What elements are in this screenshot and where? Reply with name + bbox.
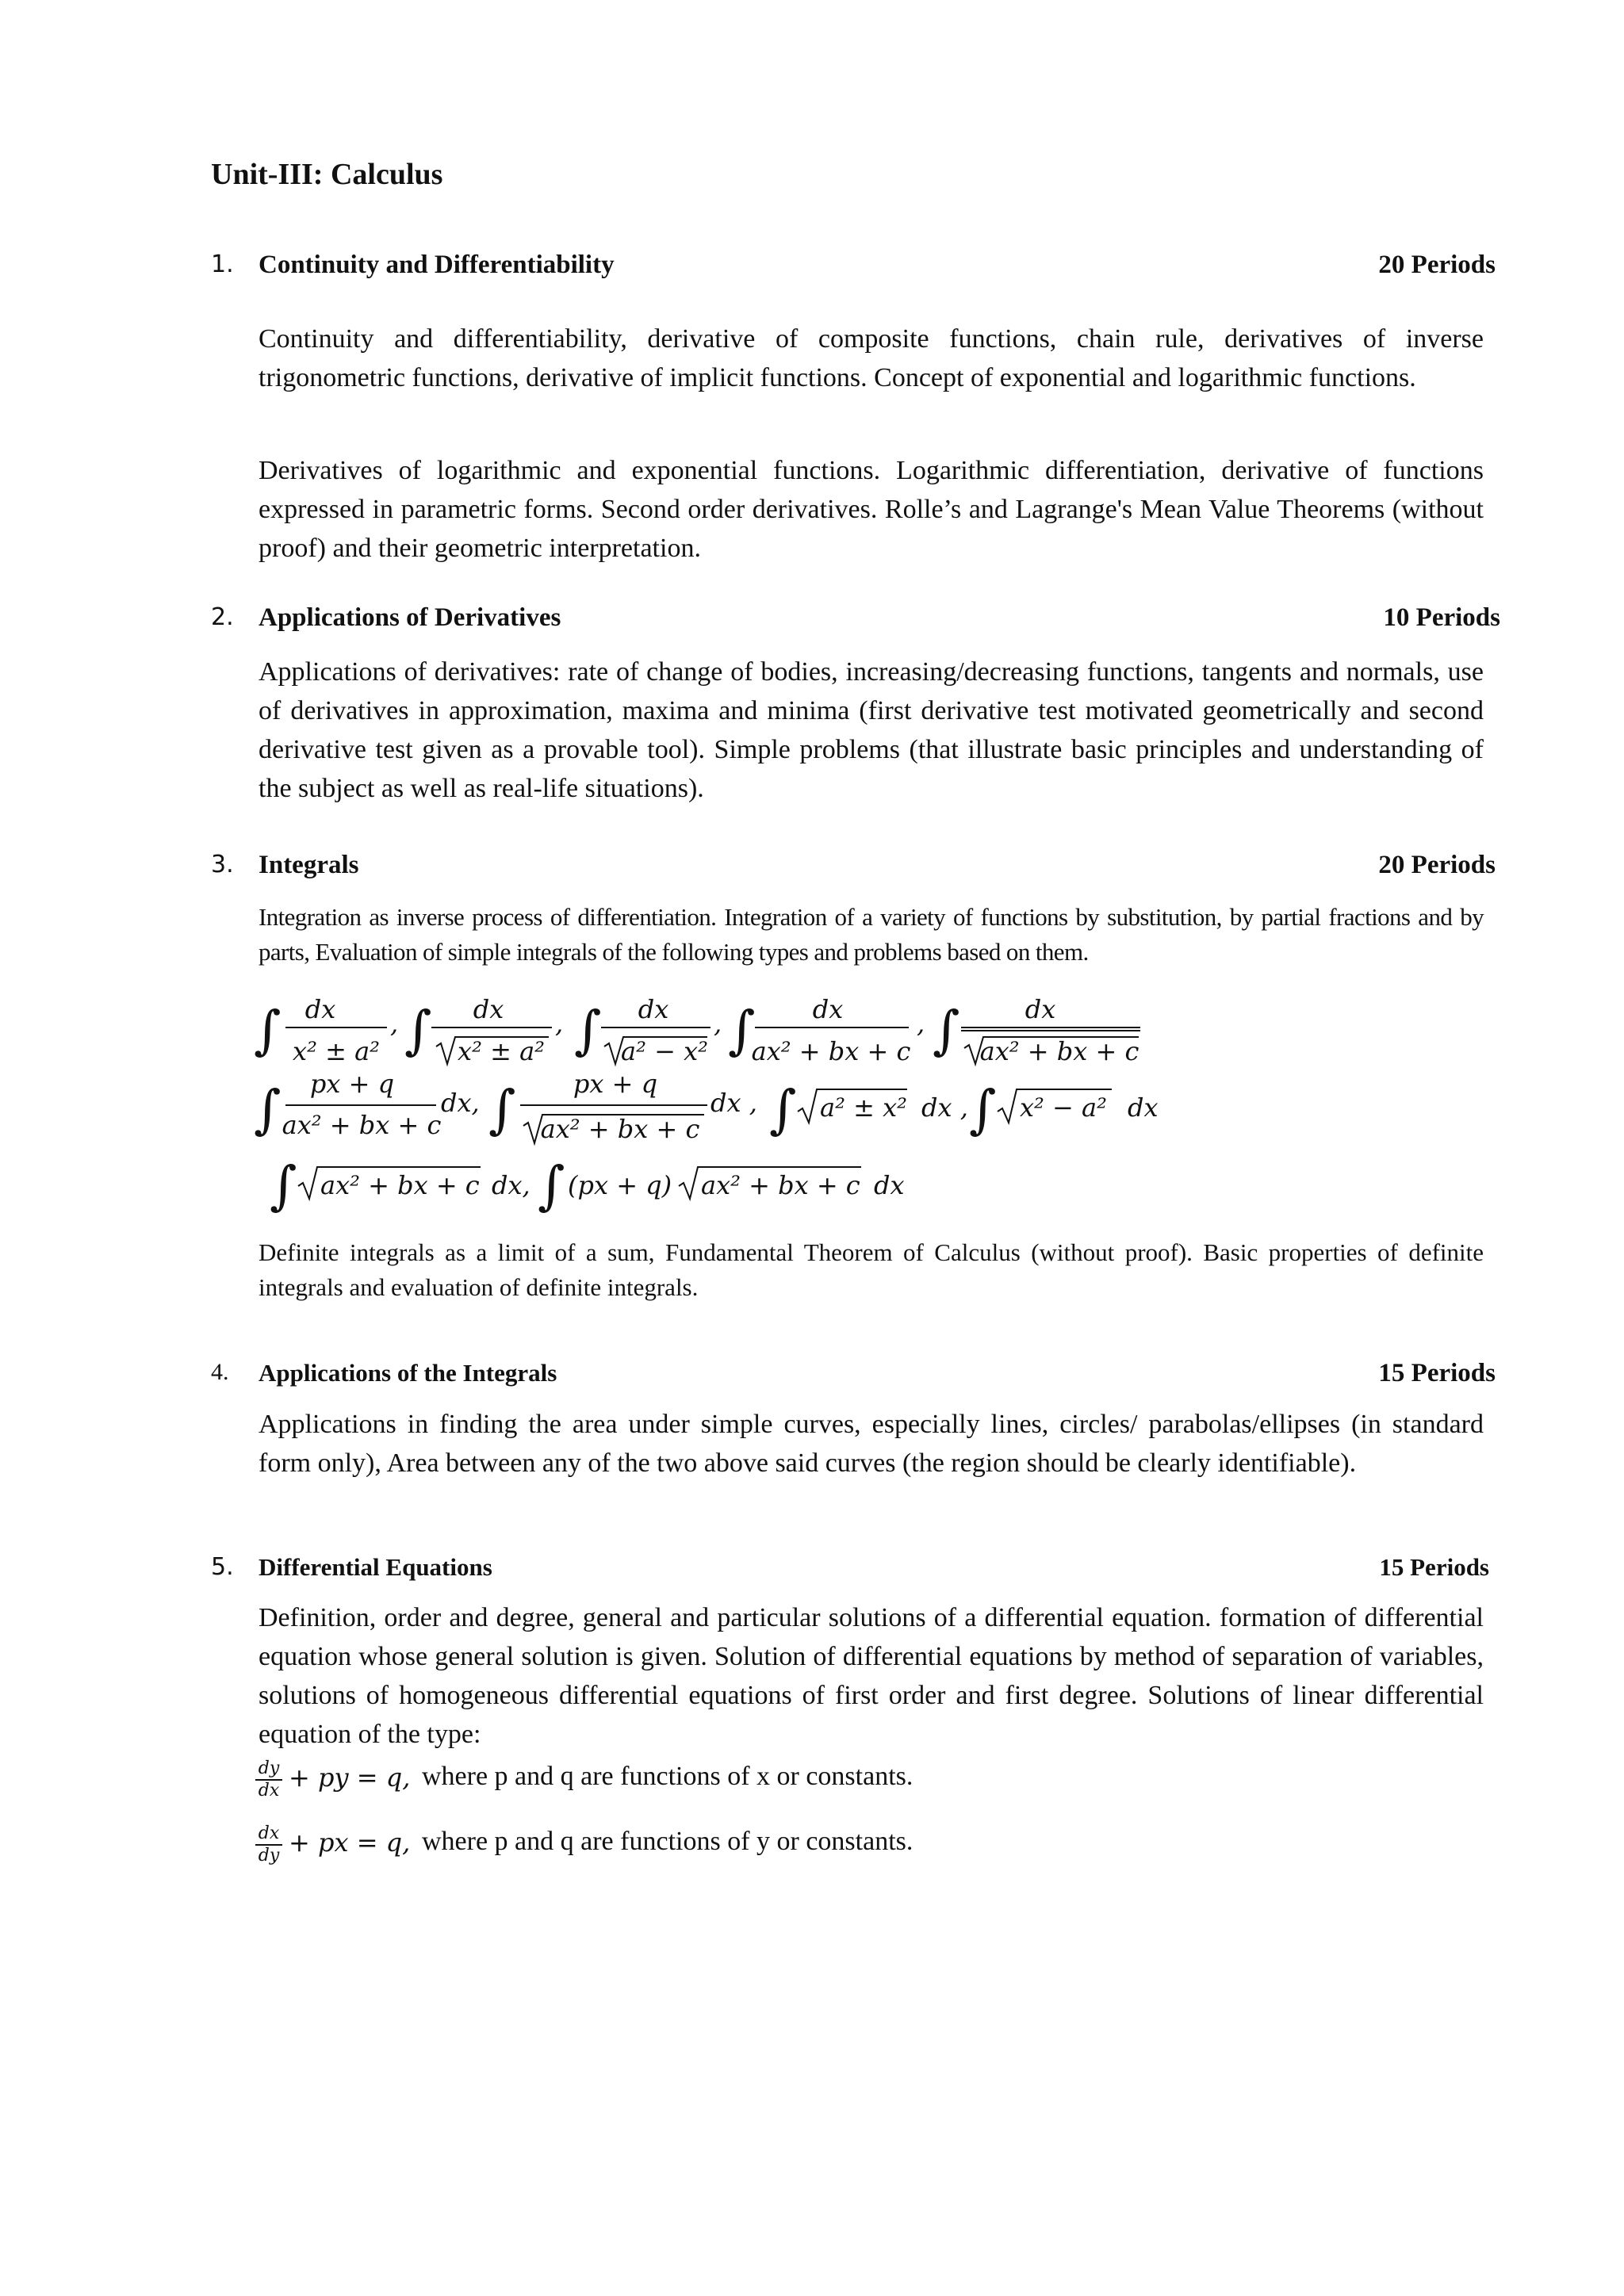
section-4-paragraph-1: Applications in finding the area under simple curves, especially lines, circles/ parabolas/ellipses (in standard form only), Area between any of the two above said curves (the region should be clearly identifiable). — [259, 1410, 1484, 1478]
fraction-denominator: dx — [258, 1781, 280, 1800]
linear-equation-1 — [255, 1758, 1445, 1806]
radicand: x² − a² — [1020, 1093, 1107, 1123]
section-3-paragraph-2: Definite integrals as a limit of a sum, Fundamental Theorem of Calculus (without proof). Basic properties of definite integrals and evaluation of definite integrals. — [259, 1238, 1484, 1301]
section-title: Applications of Derivatives — [259, 603, 561, 632]
dx-comma: dx, — [441, 1088, 480, 1118]
section-3-header — [211, 851, 1496, 890]
dx: dx — [874, 1170, 905, 1200]
equation-rest: + px = q, — [289, 1827, 411, 1858]
integral-sign: ∫ — [254, 1079, 282, 1140]
unit-title: Unit-III: Calculus — [211, 158, 443, 191]
section-number: 1. — [211, 251, 234, 278]
integral-denominator: ax² + bx + c — [979, 1036, 1139, 1066]
equation-rest: + py = q, — [289, 1762, 411, 1793]
comma: , — [917, 1008, 925, 1039]
integral-numerator: dx — [638, 994, 669, 1024]
integral-denominator: a² − x² — [621, 1036, 708, 1066]
comma: , — [390, 1008, 399, 1039]
integral-denominator: ax² + bx + c — [540, 1114, 700, 1144]
integral-sign: ∫ — [728, 1000, 756, 1061]
equation-description: where p and q are functions of y or constants. — [422, 1827, 914, 1856]
section-number: 3. — [211, 851, 234, 878]
integral-denominator: x² ± a² — [458, 1036, 545, 1066]
dx-comma: dx , — [710, 1088, 757, 1118]
section-periods: 15 Periods — [1379, 1553, 1489, 1581]
section-4-header — [211, 1359, 1496, 1399]
section-periods: 20 Periods — [1378, 251, 1496, 279]
integral-numerator: px + q — [573, 1069, 658, 1099]
section-1-paragraph-1: Continuity and differentiability, derivative of composite functions, chain rule, derivatives of inverse trigonometric functions, derivative of implicit functions. Concept of exponential and logarithmic functions. — [259, 324, 1484, 392]
section-title: Differential Equations — [259, 1553, 492, 1581]
integral-denominator: ax² + bx + c — [282, 1110, 442, 1140]
integral-sign: ∫ — [933, 1000, 960, 1061]
section-2-header — [211, 603, 1500, 643]
derivative-fraction — [255, 1758, 282, 1801]
integral-sign: ∫ — [969, 1079, 997, 1140]
section-periods: 10 Periods — [1383, 603, 1500, 632]
radicand: ax² + bx + c — [320, 1170, 480, 1200]
integral-formulas — [251, 991, 1519, 1229]
integral-sign: ∫ — [270, 1155, 297, 1216]
integral-denominator: ax² + bx + c — [751, 1036, 911, 1066]
integral-sign: ∫ — [574, 1000, 602, 1061]
section-number: 4. — [211, 1359, 229, 1385]
section-title: Continuity and Differentiability — [259, 251, 615, 279]
dx: dx — [1128, 1093, 1159, 1123]
integral-numerator: dx — [812, 994, 844, 1024]
radicand: ax² + bx + c — [701, 1170, 860, 1200]
section-5-paragraph-1: Definition, order and degree, general and particular solutions of a differential equation. formation of differential equation whose general solution is given. Solution of differential equations by method of separation of variables, solutions of homogeneous differential equations of first order and first degree. Solutions of linear differential equation of the type: — [259, 1603, 1484, 1749]
section-periods: 20 Periods — [1378, 851, 1496, 879]
section-3-paragraph-1: Integration as inverse process of differentiation. Integration of a variety of functions by substitution, by partial fractions and by parts, Evaluation of simple integrals of the following types and problems based on them. — [259, 903, 1484, 966]
comma: , — [555, 1008, 564, 1039]
integral-denominator: x² ± a² — [293, 1036, 380, 1066]
integral-sign: ∫ — [769, 1079, 797, 1140]
integral-numerator: px + q — [309, 1069, 395, 1099]
fraction-numerator: dx — [255, 1823, 282, 1846]
equation-description: where p and q are functions of x or constants. — [422, 1762, 914, 1791]
integral-sign: ∫ — [404, 1000, 432, 1061]
section-periods: 15 Periods — [1378, 1359, 1496, 1387]
section-title: Integrals — [259, 851, 359, 879]
integral-sign: ∫ — [254, 1000, 282, 1061]
dx-comma: dx, — [492, 1170, 530, 1200]
linear-equation-2 — [255, 1823, 1445, 1871]
integral-formulas-svg — [251, 991, 1519, 1229]
integral-numerator: dx — [1025, 994, 1056, 1024]
section-1-header — [211, 251, 1496, 290]
integral-numerator: dx — [304, 994, 336, 1024]
integral-sign: ∫ — [488, 1079, 516, 1140]
integral-sign: ∫ — [538, 1155, 565, 1216]
radicand: a² ± x² — [820, 1093, 907, 1123]
comma: , — [714, 1008, 722, 1039]
fraction-denominator: dy — [258, 1846, 280, 1866]
fraction-numerator: dy — [255, 1758, 282, 1781]
section-number: 5. — [211, 1553, 234, 1581]
section-2-paragraph-1: Applications of derivatives: rate of change of bodies, increasing/decreasing functions, tangents and normals, use of derivatives in approximation, maxima and minima (first derivative test motivated geometrically and second derivative test given as a provable tool). Simple problems (that illustrate basic principles and understanding of the subject as well as real-life situations). — [259, 657, 1484, 803]
pq-factor: (px + q) — [568, 1170, 672, 1200]
section-1-paragraph-2: Derivatives of logarithmic and exponential functions. Logarithmic differentiation, derivative of functions expressed in parametric forms. Second order derivatives. Rolle’s and Lagrange's Mean Value Theorems (without proof) and their geometric interpretation. — [259, 456, 1484, 563]
dx-comma: dx , — [921, 1093, 968, 1123]
section-title: Applications of the Integrals — [259, 1359, 557, 1387]
derivative-fraction — [255, 1823, 282, 1866]
section-number: 2. — [211, 603, 234, 631]
integral-numerator: dx — [473, 994, 504, 1024]
section-5-header — [211, 1553, 1489, 1593]
